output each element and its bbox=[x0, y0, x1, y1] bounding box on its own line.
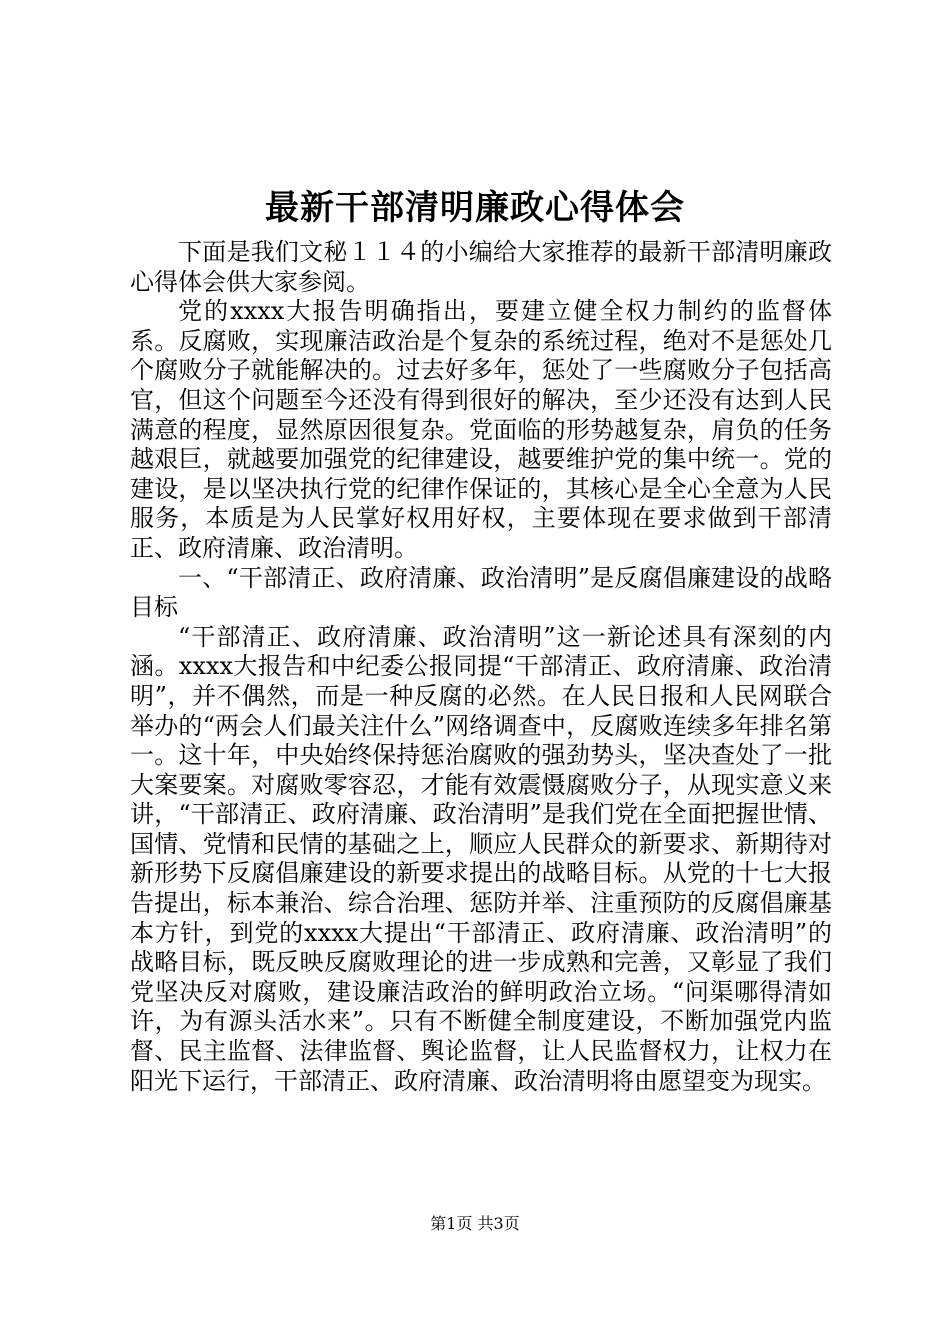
document-body bbox=[130, 238, 832, 1096]
page-title: 最新干部清明廉政心得体会 bbox=[265, 188, 685, 228]
paragraph-report: 党的xxxx大报告明确指出，要建立健全权力制约的监督体系。反腐败，实现廉洁政治是个复杂的系统过程，绝对不是惩处几个腐败分子就能解决的。过去好多年，惩处了一些腐败分子包括高官，但这个问题至今还没有得到很好的解决，至少还没有达到人民满意的程度，显然原因很复杂。党面临的形势越复杂，肩负的任务越艰巨，就越要加强党的纪律建设，越要维护党的集中统一。党的建设，是以坚决执行党的纪律作保证的，其核心是全心全意为人民服务，本质是为人民掌好权用好权，主要体现在要求做到干部清正、政府清廉、政治清明。 bbox=[130, 297, 832, 562]
section-heading-1: 一、“干部清正、政府清廉、政治清明”是反腐倡廉建设的战略目标 bbox=[130, 563, 832, 622]
page-footer: 第1页 共3页 bbox=[430, 1214, 520, 1233]
paragraph-section-1: “干部清正、政府清廉、政治清明”这一新论述具有深刻的内涵。xxxx大报告和中纪委公报同提“干部清正、政府清廉、政治清明”，并不偶然，而是一种反腐的必然。在人民日报和人民网联合举办的“两会人们最关注什么”网络调查中，反腐败连续多年排名第一。这十年，中央始终保持惩治腐败的强劲势头，坚决查处了一批大案要案。对腐败零容忍，才能有效震慑腐败分子，从现实意义来讲，“干部清正、政府清廉、政治清明”是我们党在全面把握世情、国情、党情和民情的基础之上，顺应人民群众的新要求、新期待对新形势下反腐倡廉建设的新要求提出的战略目标。从党的十七大报告提出，标本兼治、综合治理、惩防并举、注重预防的反腐倡廉基本方针，到党的xxxx大提出“干部清正、政府清廉、政治清明”的战略目标，既反映反腐败理论的进一步成熟和完善，又彰显了我们党坚决反对腐败，建设廉洁政治的鲜明政治立场。“问渠哪得清如许，为有源头活水来”。只有不断健全制度建设，不断加强党内监督、民主监督、法律监督、舆论监督，让人民监督权力，让权力在阳光下运行，干部清正、政府清廉、政治清明将由愿望变为现实。 bbox=[130, 622, 832, 1095]
paragraph-intro: 下面是我们文秘１１４的小编给大家推荐的最新干部清明廉政心得体会供大家参阅。 bbox=[130, 238, 832, 296]
